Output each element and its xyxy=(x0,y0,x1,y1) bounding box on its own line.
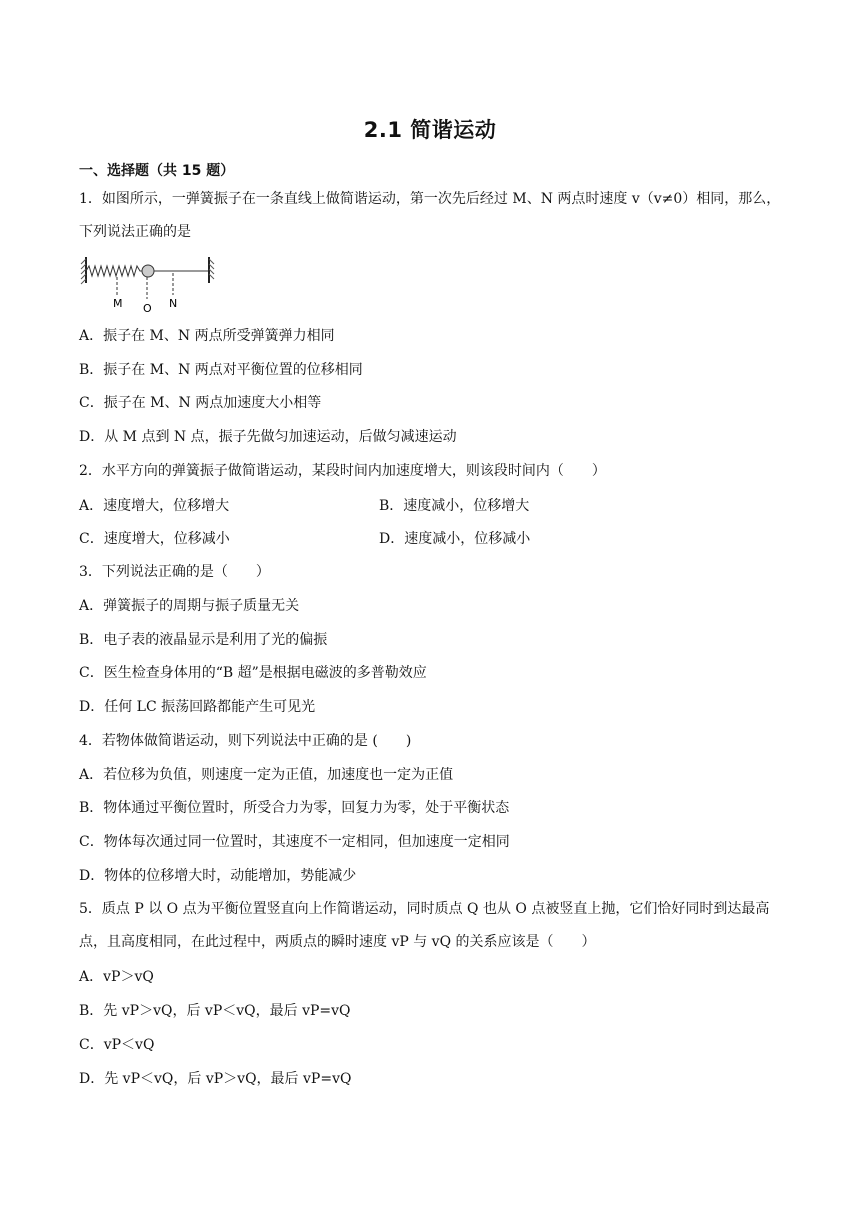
question-4-stem: 4．若物体做简谐运动，则下列说法中正确的是 ( ) xyxy=(79,733,412,749)
spring-oscillator-figure xyxy=(80,253,220,315)
question-1-stem: 1．如图所示，一弹簧振子在一条直线上做简谐运动，第一次先后经过 M、N 两点时速度 v（v≠0）相同，那么，下列说法正确的是 xyxy=(79,191,781,240)
q5-option-c: C．vP＜vQ xyxy=(79,1037,155,1053)
q2-option-a: A．速度增大，位移增大 xyxy=(79,498,230,514)
q2-option-d: D．速度减小，位移减小 xyxy=(379,531,531,547)
q4-option-b: B．物体通过平衡位置时，所受合力为零，回复力为零，处于平衡状态 xyxy=(79,800,510,816)
q5-option-b: B．先 vP＞vQ，后 vP＜vQ，最后 vP=vQ xyxy=(79,1003,351,1019)
q3-option-a: A．弹簧振子的周期与振子质量无关 xyxy=(79,598,300,614)
q3-option-c: C．医生检查身体用的“B 超”是根据电磁波的多普勒效应 xyxy=(79,665,427,681)
page-title: 2.1 简谐运动 xyxy=(363,118,497,142)
section-heading: 一、选择题（共 15 题） xyxy=(79,163,235,179)
figure-label-o: O xyxy=(143,302,152,315)
q3-option-b: B．电子表的液晶显示是利用了光的偏振 xyxy=(79,632,328,648)
q4-option-c: C．物体每次通过同一位置时，其速度不一定相同，但加速度一定相同 xyxy=(79,834,510,850)
question-2-stem: 2．水平方向的弹簧振子做简谐运动，某段时间内加速度增大，则该段时间内（ ） xyxy=(79,463,606,479)
q4-option-a: A．若位移为负值，则速度一定为正值，加速度也一定为正值 xyxy=(79,767,454,783)
question-5-stem: 5．质点 P 以 O 点为平衡位置竖直向上作简谐运动，同时质点 Q 也从 O 点被竖直上抛，它们恰好同时到达最高点，且高度相同，在此过程中，两质点的瞬时速度 vP 与 vQ 的关系应该是（ ） xyxy=(79,901,770,950)
figure-label-n: N xyxy=(169,297,178,310)
q3-option-d: D．任何 LC 振荡回路都能产生可见光 xyxy=(79,699,316,715)
q5-option-d: D．先 vP＜vQ，后 vP＞vQ，最后 vP=vQ xyxy=(79,1071,352,1087)
q1-option-c: C．振子在 M、N 两点加速度大小相等 xyxy=(79,395,322,411)
q1-option-d: D．从 M 点到 N 点，振子先做匀加速运动，后做匀减速运动 xyxy=(79,429,457,445)
q4-option-d: D．物体的位移增大时，动能增加，势能减少 xyxy=(79,868,357,884)
question-3-stem: 3．下列说法正确的是（ ） xyxy=(79,564,270,580)
q2-option-b: B．速度减小，位移增大 xyxy=(379,498,530,514)
figure-label-m: M xyxy=(113,297,123,310)
q5-option-a: A．vP＞vQ xyxy=(79,969,154,985)
q1-option-b: B．振子在 M、N 两点对平衡位置的位移相同 xyxy=(79,362,363,378)
q2-option-c: C．速度增大，位移减小 xyxy=(79,531,230,547)
q1-option-a: A．振子在 M、N 两点所受弹簧弹力相同 xyxy=(79,328,335,344)
